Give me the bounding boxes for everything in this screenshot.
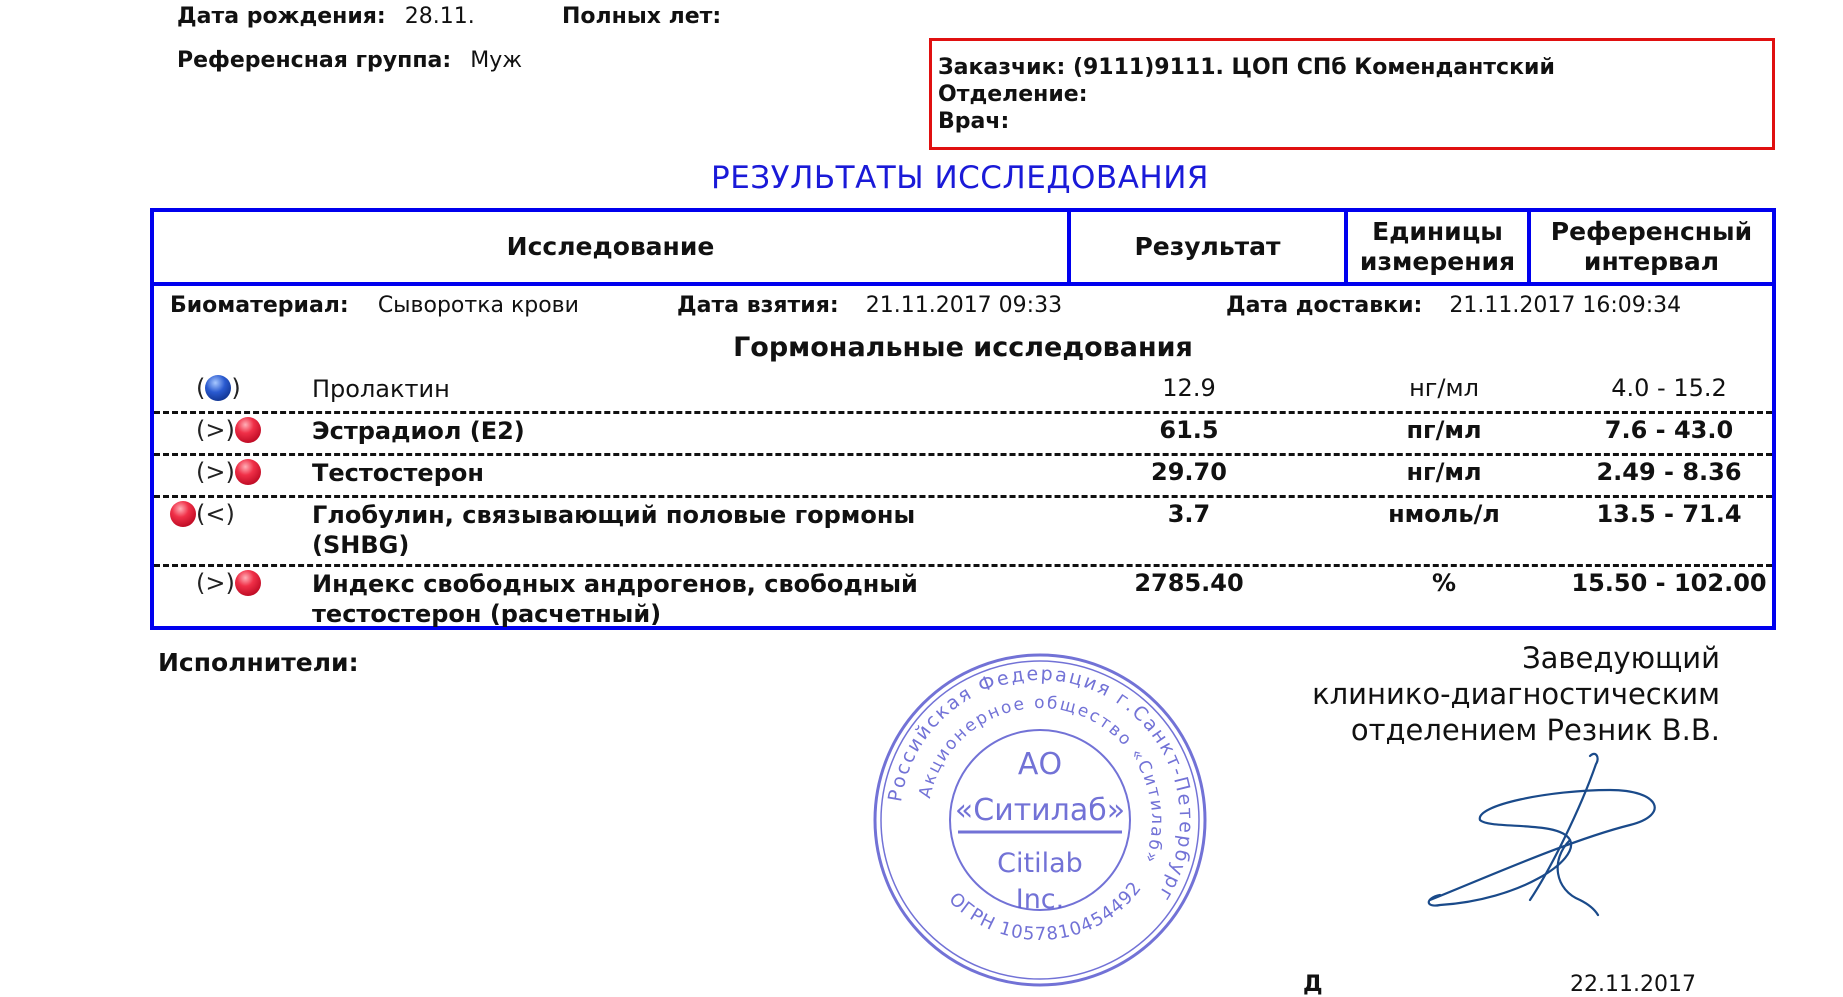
full-years-field	[562, 4, 735, 29]
svg-text:«Ситилаб»: «Ситилаб»	[954, 793, 1126, 828]
paren-open: (	[196, 374, 206, 402]
header-study-label: Исследование	[506, 232, 715, 261]
header-units-line2: измерения	[1359, 247, 1516, 276]
table-row	[154, 416, 1772, 452]
test-unit: нг/мл	[1406, 458, 1482, 486]
birth-date-field	[177, 4, 475, 29]
test-result: 29.70	[1151, 458, 1227, 486]
header-reference-label	[1551, 217, 1752, 277]
reference-group-label: Референсная группа:	[177, 48, 452, 73]
row-divider	[154, 411, 1772, 414]
test-name: Пролактин	[312, 375, 450, 403]
table-row	[154, 374, 1772, 410]
test-name: Индекс свободных андрогенов, свободный тестостерон (расчетный)	[312, 570, 918, 628]
birth-date-label: Дата рождения:	[177, 4, 386, 29]
delivery-date-field	[1226, 293, 1681, 318]
header-units-label	[1360, 217, 1515, 277]
test-name: Эстрадиол (E2)	[312, 417, 525, 445]
test-unit: нг/мл	[1409, 374, 1479, 402]
row-indicator	[196, 374, 241, 402]
row-divider	[154, 453, 1772, 456]
header-study	[154, 212, 1071, 282]
taken-date-label: Дата взятия:	[677, 293, 839, 318]
signature-icon	[1420, 750, 1680, 934]
signatory-line2: клинико-диагностическим	[1312, 677, 1720, 711]
row-indicator	[170, 500, 235, 528]
abnormal-status-ball-icon	[235, 570, 261, 596]
table-row	[154, 500, 1772, 564]
test-result: 3.7	[1167, 500, 1211, 528]
header-reference-line2: интервал	[1583, 247, 1720, 276]
department-line: Отделение:	[938, 82, 1088, 107]
row-divider	[154, 495, 1772, 498]
doctor-line: Врач:	[938, 109, 1010, 134]
taken-date-field	[677, 293, 1062, 318]
svg-text:Российская Федерация г.Санкт-П: Российская Федерация г.Санкт-Петербург	[884, 662, 1198, 907]
test-reference: 13.5 - 71.4	[1596, 500, 1742, 528]
abnormal-status-ball-icon	[170, 501, 196, 527]
header-result	[1071, 212, 1348, 282]
svg-text:ОГРН 1057810454492: ОГРН 1057810454492	[944, 877, 1147, 946]
header-divider	[154, 282, 1772, 286]
paren-close: )	[231, 374, 241, 402]
test-unit: пг/мл	[1406, 416, 1482, 444]
svg-text:Citilab: Citilab	[997, 848, 1083, 879]
row-indicator	[196, 458, 261, 486]
signatory-block	[1200, 640, 1720, 748]
full-years-label: Полных лет:	[562, 4, 722, 29]
high-flag: (>)	[196, 416, 235, 444]
header-result-label: Результат	[1134, 232, 1281, 261]
customer-line: Заказчик: (9111)9111. ЦОП СПб Комендантский	[938, 55, 1555, 80]
header-units-line1: Единицы	[1372, 217, 1503, 246]
company-stamp-icon	[870, 650, 1210, 994]
test-reference: 15.50 - 102.00	[1571, 569, 1767, 597]
biomaterial-value: Сыворотка крови	[377, 293, 579, 318]
test-reference: 7.6 - 43.0	[1604, 416, 1734, 444]
test-reference: 2.49 - 8.36	[1596, 458, 1742, 486]
row-indicator	[196, 569, 261, 597]
test-name: Тестостерон	[312, 459, 484, 487]
high-flag: (>)	[196, 569, 235, 597]
executors-label: Исполнители:	[158, 648, 359, 677]
signatory-line3: отделением Резник В.В.	[1350, 713, 1720, 747]
test-result: 61.5	[1159, 416, 1219, 444]
birth-date-value: 28.11.	[404, 4, 475, 29]
svg-text:Акционерное общество «Ситилаб»: Акционерное общество «Ситилаб»	[915, 692, 1168, 868]
biomaterial-label: Биоматериал:	[170, 293, 349, 318]
high-flag: (>)	[196, 458, 235, 486]
test-unit: нмоль/л	[1388, 500, 1500, 528]
test-result: 2785.40	[1134, 569, 1244, 597]
table-row	[154, 458, 1772, 494]
abnormal-status-ball-icon	[235, 459, 261, 485]
header-reference	[1531, 212, 1772, 282]
delivery-date-value: 21.11.2017 16:09:34	[1449, 293, 1682, 318]
results-title: РЕЗУЛЬТАТЫ ИССЛЕДОВАНИЯ	[711, 160, 1209, 196]
normal-status-ball-icon	[205, 375, 231, 401]
reference-group-field	[177, 48, 522, 73]
table-row	[154, 569, 1772, 631]
svg-text:Inc.: Inc.	[1015, 884, 1065, 915]
test-result: 12.9	[1162, 374, 1216, 402]
header-reference-line1: Референсный	[1550, 217, 1753, 246]
reference-group-value: Муж	[470, 48, 523, 73]
footer-date: 22.11.2017	[1570, 972, 1696, 997]
low-flag: (<)	[196, 500, 235, 528]
client-info-box	[929, 38, 1775, 150]
svg-text:АО: АО	[1017, 747, 1063, 782]
header-units	[1348, 212, 1531, 282]
test-unit: %	[1431, 569, 1457, 597]
footer-partial-label: Д	[1303, 972, 1323, 997]
test-reference: 4.0 - 15.2	[1611, 374, 1727, 402]
results-table	[150, 208, 1776, 630]
delivery-date-label: Дата доставки:	[1226, 293, 1423, 318]
taken-date-value: 21.11.2017 09:33	[865, 293, 1063, 318]
row-divider	[154, 564, 1772, 567]
section-title: Гормональные исследования	[733, 332, 1193, 363]
signatory-line1: Заведующий	[1522, 641, 1720, 675]
test-name: Глобулин, связывающий половые гормоны (SHBG)	[312, 501, 916, 559]
biomaterial-field	[170, 293, 579, 318]
abnormal-status-ball-icon	[235, 417, 261, 443]
row-indicator	[196, 416, 261, 444]
